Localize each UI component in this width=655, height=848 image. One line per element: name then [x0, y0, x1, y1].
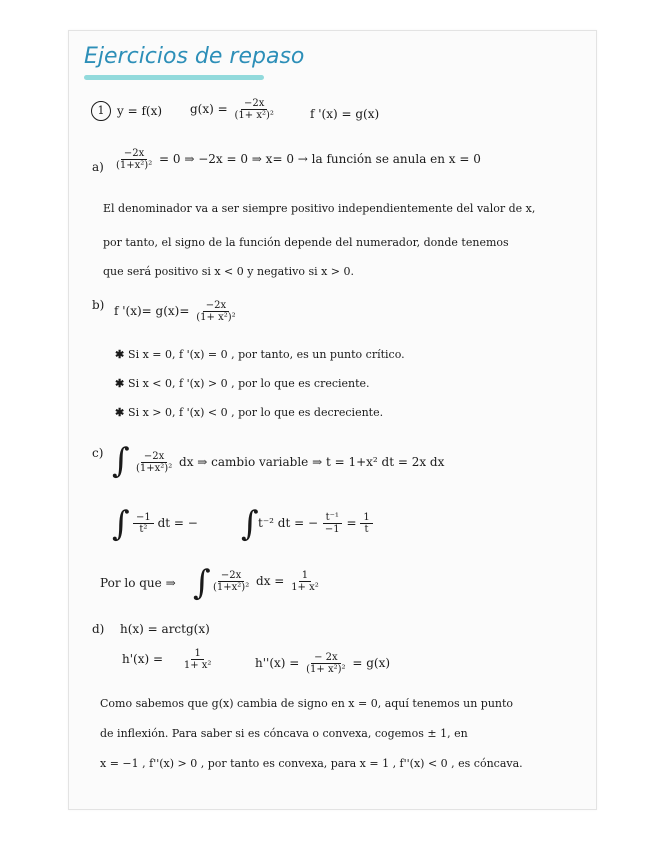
part-b-bullet2: ✱ Si x < 0, f '(x) > 0 , por lo que es creciente. — [115, 377, 370, 390]
integral-sign-4: ∫ — [193, 563, 211, 603]
part-c-conclusion: $\frac{-2x}{\text{(1+x²)²}}$ dx = $\frac{1}{\text{1+ x²}}$ — [213, 570, 319, 593]
fprime-definition: f '(x) = g(x) — [310, 107, 380, 121]
part-a-line3: por tanto, el signo de la función depende del numerador, donde tenemos — [103, 236, 509, 249]
part-c-label: c) — [92, 446, 104, 460]
part-d-h2: h''(x) = $\frac{- 2x}{\text{(1+ x²)²}}$ = g(x) — [255, 652, 391, 675]
part-b-bullet1: ✱ Si x = 0, f '(x) = 0 , por tanto, es un punto crítico. — [115, 348, 405, 361]
title-highlight — [84, 75, 264, 80]
part-d-label: d) — [92, 622, 105, 636]
y-definition: y = f(x) — [117, 104, 163, 118]
part-a-equation: $\frac{-2x}{\text{(1+x²)²}}$ = 0 ⇒ −2x = 0 ⇒ x= 0 → la función se anula en x = 0 — [116, 148, 481, 171]
paper-sheet — [68, 30, 597, 810]
integral-sign-2: ∫ — [112, 504, 130, 544]
part-b-equation: f '(x)= g(x)= $\frac{-2x}{\text{(1+ x²)²}}$ — [114, 300, 236, 323]
part-a-label: a) — [92, 160, 104, 174]
part-d-h: h(x) = arctg(x) — [120, 622, 210, 636]
integral-sign-3: ∫ — [241, 504, 259, 544]
part-a-line2: El denominador va a ser siempre positivo independientemente del valor de x, — [103, 202, 536, 215]
part-c-line1: $\frac{-2x}{\text{(1+x²)²}}$ dx ⇒ cambio variable ⇒ t = 1+x² dt = 2x dx — [136, 451, 445, 474]
part-d-para1: Como sabemos que g(x) cambia de signo en x = 0, aquí tenemos un punto — [100, 697, 514, 710]
part-a-line4: que será positivo si x < 0 y negativo si x > 0. — [103, 265, 355, 278]
exercise-number: 1 — [91, 101, 111, 121]
part-b-label: b) — [92, 298, 105, 312]
page-title: Ejercicios de repaso — [84, 44, 305, 69]
part-d-h1: h'(x) = $\frac{1}{\text{1+ x²}}$ — [122, 648, 212, 671]
part-c-line2: $\frac{-1}{\text{t²}}$ dt = − — [133, 512, 198, 535]
g-definition: g(x) = $\frac{-2x}{\text{(1+ x²)²}}$ — [190, 98, 274, 121]
part-d-para3: x = −1 , f''(x) > 0 , por tanto es convexa, para x = 1 , f''(x) < 0 , es cóncava. — [100, 757, 523, 770]
part-d-para2: de inflexión. Para saber si es cóncava o convexa, cogemos ± 1, en — [100, 727, 468, 740]
part-c-conclusion-label: Por lo que ⇒ — [100, 576, 176, 590]
integral-sign-1: ∫ — [112, 441, 130, 481]
part-b-bullet3: ✱ Si x > 0, f '(x) < 0 , por lo que es decreciente. — [115, 406, 384, 419]
part-c-line2-rest: t⁻² dt = − $\frac{\text{t⁻¹}}{-1}$ = $\frac{1}{t}$ — [258, 512, 373, 535]
